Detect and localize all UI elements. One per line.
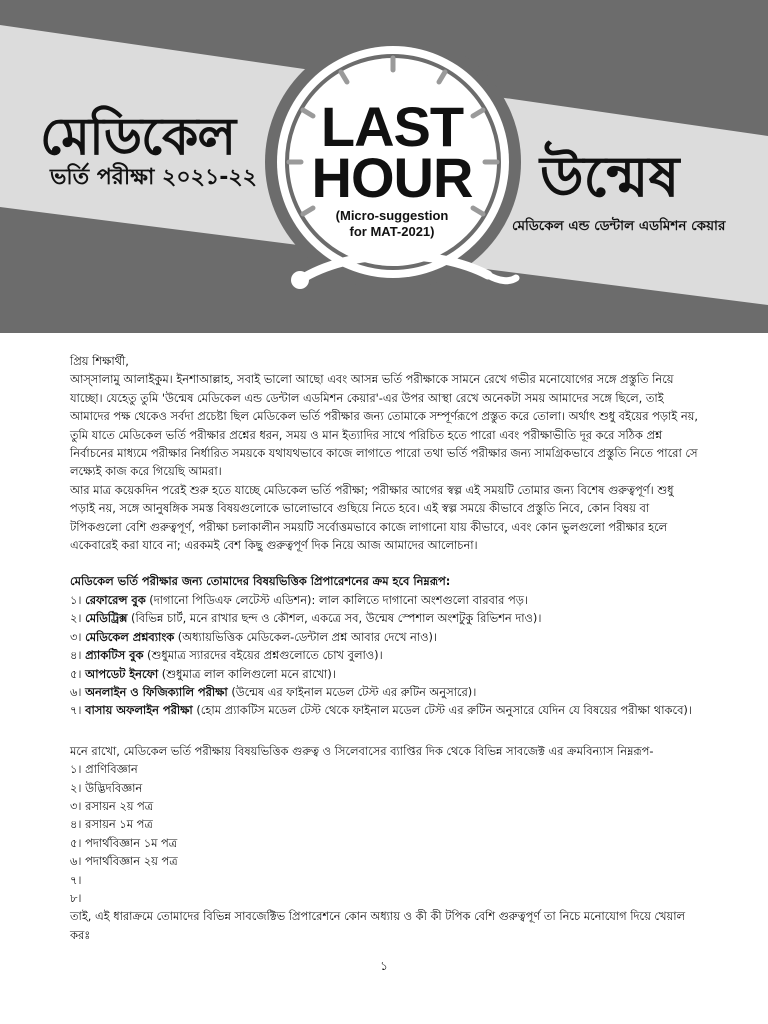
subjects-closing: তাই, এই ধারাক্রমে তোমাদের বিভিন্ন সাবজেক্টিভ প্রিপারেশনে কোন অধ্যায় ও কী কী টপিক বেশি গুরুত্বপূর্ণ তা নিচে মনোযোগ দিয়ে খেয়াল করঃ (70, 909, 686, 942)
page-number: ১ (380, 959, 388, 973)
subject-item: ২। উদ্ভিদবিজ্ঞান (70, 780, 143, 795)
badge-sub-2: for MAT-2021) (349, 224, 435, 239)
brand-tagline: মেডিকেল এন্ড ডেন্টাল এডমিশন কেয়ার (512, 218, 726, 234)
letter-body (70, 352, 700, 944)
title-medical: মেডিকেল (40, 107, 236, 167)
prep-item: ১। রেফারেন্স বুক (দাগানো পিডিএফ লেটেস্ট এডিশন): লাল কালিতে দাগানো অংশগুলো বারবার পড়। (70, 592, 528, 607)
prep-item: ৫। আপডেট ইনফো (শুধুমাত্র লাল কালিগুলো মনে রাখো)। (70, 666, 336, 681)
subject-item: ৫। পদার্থবিজ্ঞান ১ম পত্র (70, 835, 178, 850)
prep-item: ৩। মেডিকেল প্রশ্নব্যাংক (অধ্যায়ভিত্তিক মেডিকেল-ডেন্টাল প্রশ্ন আবার দেখে নাও)। (70, 629, 438, 644)
spacer (70, 720, 700, 742)
badge-line-hour: HOUR (311, 146, 473, 209)
prep-item: ২। মেডিট্রিক্স (বিভিন্ন চার্ট, মনে রাখার ছন্দ ও কৌশল, একত্রে সব, উন্মেষ স্পেশাল অংশটুকু রিভিশন দাও)। (70, 611, 542, 626)
subjects-intro: মনে রাখো, মেডিকেল ভর্তি পরীক্ষায় বিষয়ভিত্তিক গুরুত্ব ও সিলেবাসের ব্যাপ্তির দিক থেকে বিভিন্ন সাবজেক্ট এর ক্রমবিন্যাস নিম্নরূপ- (70, 743, 654, 758)
subject-item: ৭। (70, 872, 82, 887)
prep-heading: মেডিকেল ভর্তি পরীক্ষার জন্য তোমাদের বিষয়ভিত্তিক প্রিপারেশনের ক্রম হবে নিম্নরূপ: (70, 574, 451, 589)
subject-item: ১। প্রাণিবিজ্ঞান (70, 762, 138, 777)
subtitle-admission-year: ভর্তি পরীক্ষা ২০২১-২২ (50, 165, 257, 190)
brand-title: উন্মেষ (540, 145, 680, 210)
last-hour-badge (292, 95, 492, 240)
paragraph-intro: আস্‌সালামু আলাইকুম। ইনশাআল্লাহ, সবাই ভালো আছো এবং আসন্ন ভর্তি পরীক্ষাকে সামনে রেখে গভীর মনোযোগের সঙ্গে প্রস্তুতি নিয়ে যাচ্ছো। যেহেতু তুমি 'উন্মেষ মেডিকেল এন্ড ডেন্টাল এডমিশন কেয়ার'-এর উপর আস্থা রেখে অনেকটা সময় আমাদের সঙ্গে ছিলে, তাই আমাদের পক্ষ থেকেও সর্বদা প্রচেষ্টা ছিল মেডিকেল ভর্তি পরীক্ষার জন্য তোমাকে সম্পূর্ণরূপে প্রস্তুত করে তোলা। অর্থাৎ শুধু বইয়ের পড়াই নয়, তুমি যাতে মেডিকেল ভর্তি পরীক্ষার প্রশ্নের ধরন, সময় ও মান ইত্যাদির সাথে পরিচিত হতে পারো এবং পরীক্ষাভীতি দূর করে সঠিক প্রশ্ন নির্বাচনের মাধ্যমে পরীক্ষার নির্ধারিত সময়কে যথাযথভাবে কাজে লাগাতে পারো তথা ভর্তি পরীক্ষার জন্য সামগ্রিকভাবে প্রস্তুতি নিতে পারো সে লক্ষ্যেই কাজ করে গিয়েছি আমরা। (70, 372, 698, 479)
prep-item: ৪। প্র্যাকটিস বুক (শুধুমাত্র স্যারদের বইয়ের প্রশ্নগুলোতে চোখ বুলাও)। (70, 648, 383, 663)
spacer (70, 554, 700, 572)
badge-sub-1: (Micro-suggestion (335, 208, 449, 223)
salutation: প্রিয় শিক্ষার্থী, (70, 354, 129, 368)
prep-item: ৬। অনলাইন ও ফিজিক্যালি পরীক্ষা (উন্মেষ এর ফাইনাল মডেল টেস্ট এর রুটিন অনুসারে)। (70, 684, 477, 699)
subject-item: ৩। রসায়ন ২য় পত্র (70, 798, 154, 813)
paragraph-context: আর মাত্র কয়েকদিন পরেই শুরু হতে যাচ্ছে মেডিকেল ভর্তি পরীক্ষা; পরীক্ষার আগের স্বল্প এই সময়টি তোমার জন্য বিশেষ গুরুত্বপূর্ণ। শুধু পড়াই নয়, সঙ্গে আনুষঙ্গিক সমস্ত বিষয়গুলোকে ভালোভাবে গুছিয়ে নিতে হবে। এই স্বল্প সময়ে কীভাবে প্রস্তুতি নিবে, কোন বিষয় বা টপিকগুলো বেশি গুরুত্বপূর্ণ, পরীক্ষা চলাকালীন সময়টি সর্বোত্তমভাবে কাজে লাগানো যায় কীভাবে, এবং কোন ভুলগুলো পরীক্ষার হলে একেবারেই করা যাবে না; এরকমই বেশ কিছু গুরুত্বপূর্ণ দিক নিয়ে আজ আমাদের আলোচনা। (70, 482, 674, 553)
badge-line-last: LAST (320, 95, 464, 158)
subject-item: ৪। রসায়ন ১ম পত্র (70, 817, 153, 832)
subject-item: ৬। পদার্থবিজ্ঞান ২য় পত্র (70, 854, 178, 869)
prep-item: ৭। বাসায় অফলাইন পরীক্ষা (হোম প্র্যাকটিস মডেল টেস্ট থেকে ফাইনাল মডেল টেস্ট এর রুটিন অনুসারে যেদিন যে বিষয়ের পরীক্ষা থাকবে)। (70, 703, 692, 718)
subject-item: ৮। (70, 890, 82, 905)
